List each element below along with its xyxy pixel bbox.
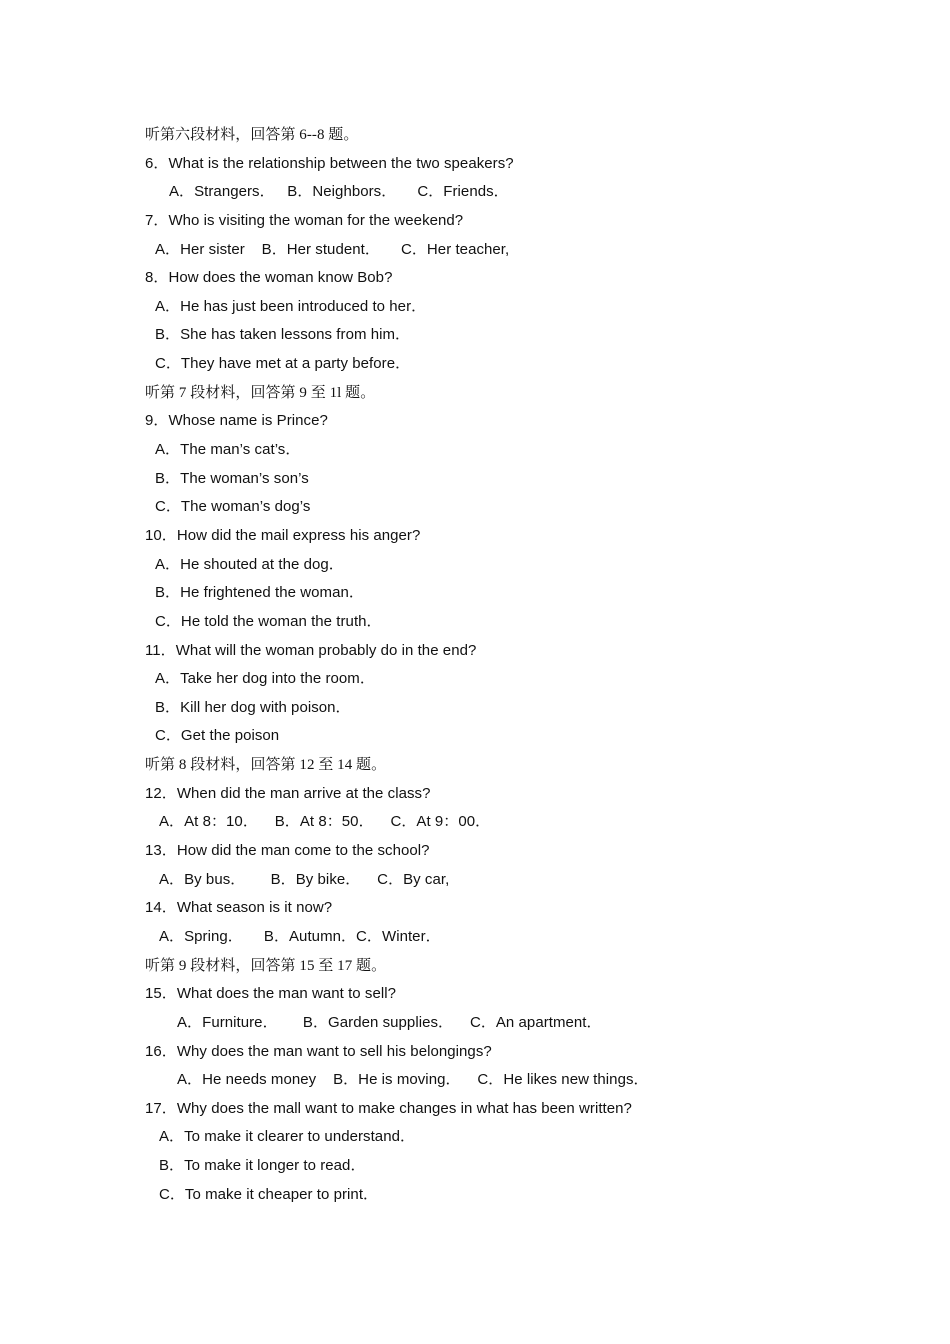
answer-options: C．Get the poison [155,727,280,745]
question-text: 13．How did the man come to the school? [145,842,430,860]
answer-options: A．To make it clearer to understand． [159,1128,416,1146]
answer-options: A．Her sister B．Her student． C．Her teacher, [155,240,510,258]
answer-options: A．He shouted at the dog． [155,555,344,573]
answer-options: A．Furniture． B．Garden supplies． C．An apartment． [177,1013,602,1031]
answer-options: A．He needs money B．He is moving． C．He likes new things． [177,1071,649,1089]
section-heading: 听第 9 段材料，回答第 15 至 17 题。 [145,957,387,974]
question-text: 6．What is the relationship between the two speakers? [145,154,514,172]
question-text: 15．What does the man want to sell? [145,985,397,1003]
answer-options: B．She has taken lessons from him． [155,326,411,344]
answer-options: A．Strangers． B．Neighbors． C．Friends． [169,183,509,201]
answer-options: B．Kill her dog with poison． [155,698,351,716]
answer-options: B．To make it longer to read． [159,1157,366,1175]
question-text: 17．Why does the mall want to make changes in what has been written? [145,1099,632,1117]
answer-options: B．The woman’s son’s [155,469,309,487]
answer-options: C．The woman’s dog’s [155,498,311,516]
section-heading: 听第 7 段材料，回答第 9 至 1l 题。 [145,384,376,401]
question-text: 11．What will the woman probably do in the end? [145,641,477,659]
section-heading: 听第 8 段材料，回答第 12 至 14 题。 [145,757,387,774]
answer-options: C．They have met at a party before． [155,355,411,373]
document-body [145,121,825,1209]
section-heading: 听第六段材料，回答第 6--8 题。 [145,127,359,143]
question-text: 16．Why does the man want to sell his belongings? [145,1042,492,1060]
answer-options: C．To make it cheaper to print． [159,1185,379,1203]
answer-options: A．By bus． B．By bike． C．By car, [159,870,450,888]
answer-options: C．He told the woman the truth． [155,612,382,630]
question-text: 12．When did the man arrive at the class? [145,784,431,802]
question-text: 10．How did the mail express his anger? [145,526,421,544]
answer-options: A．At 8：10． B．At 8：50． C．At 9：00． [159,813,491,831]
question-text: 14．What season is it now? [145,899,333,917]
answer-options: A．The man’s cat’s． [155,441,301,459]
answer-options: B．He frightened the woman． [155,584,364,602]
answer-options: A．He has just been introduced to her． [155,297,427,315]
question-text: 7．Who is visiting the woman for the weekend? [145,211,464,229]
question-text: 8．How does the woman know Bob? [145,269,393,287]
answer-options: A．Take her dog into the room． [155,670,375,688]
answer-options: A．Spring． B．Autumn．C．Winter． [159,927,441,945]
question-text: 9．Whose name is Prince? [145,412,328,430]
